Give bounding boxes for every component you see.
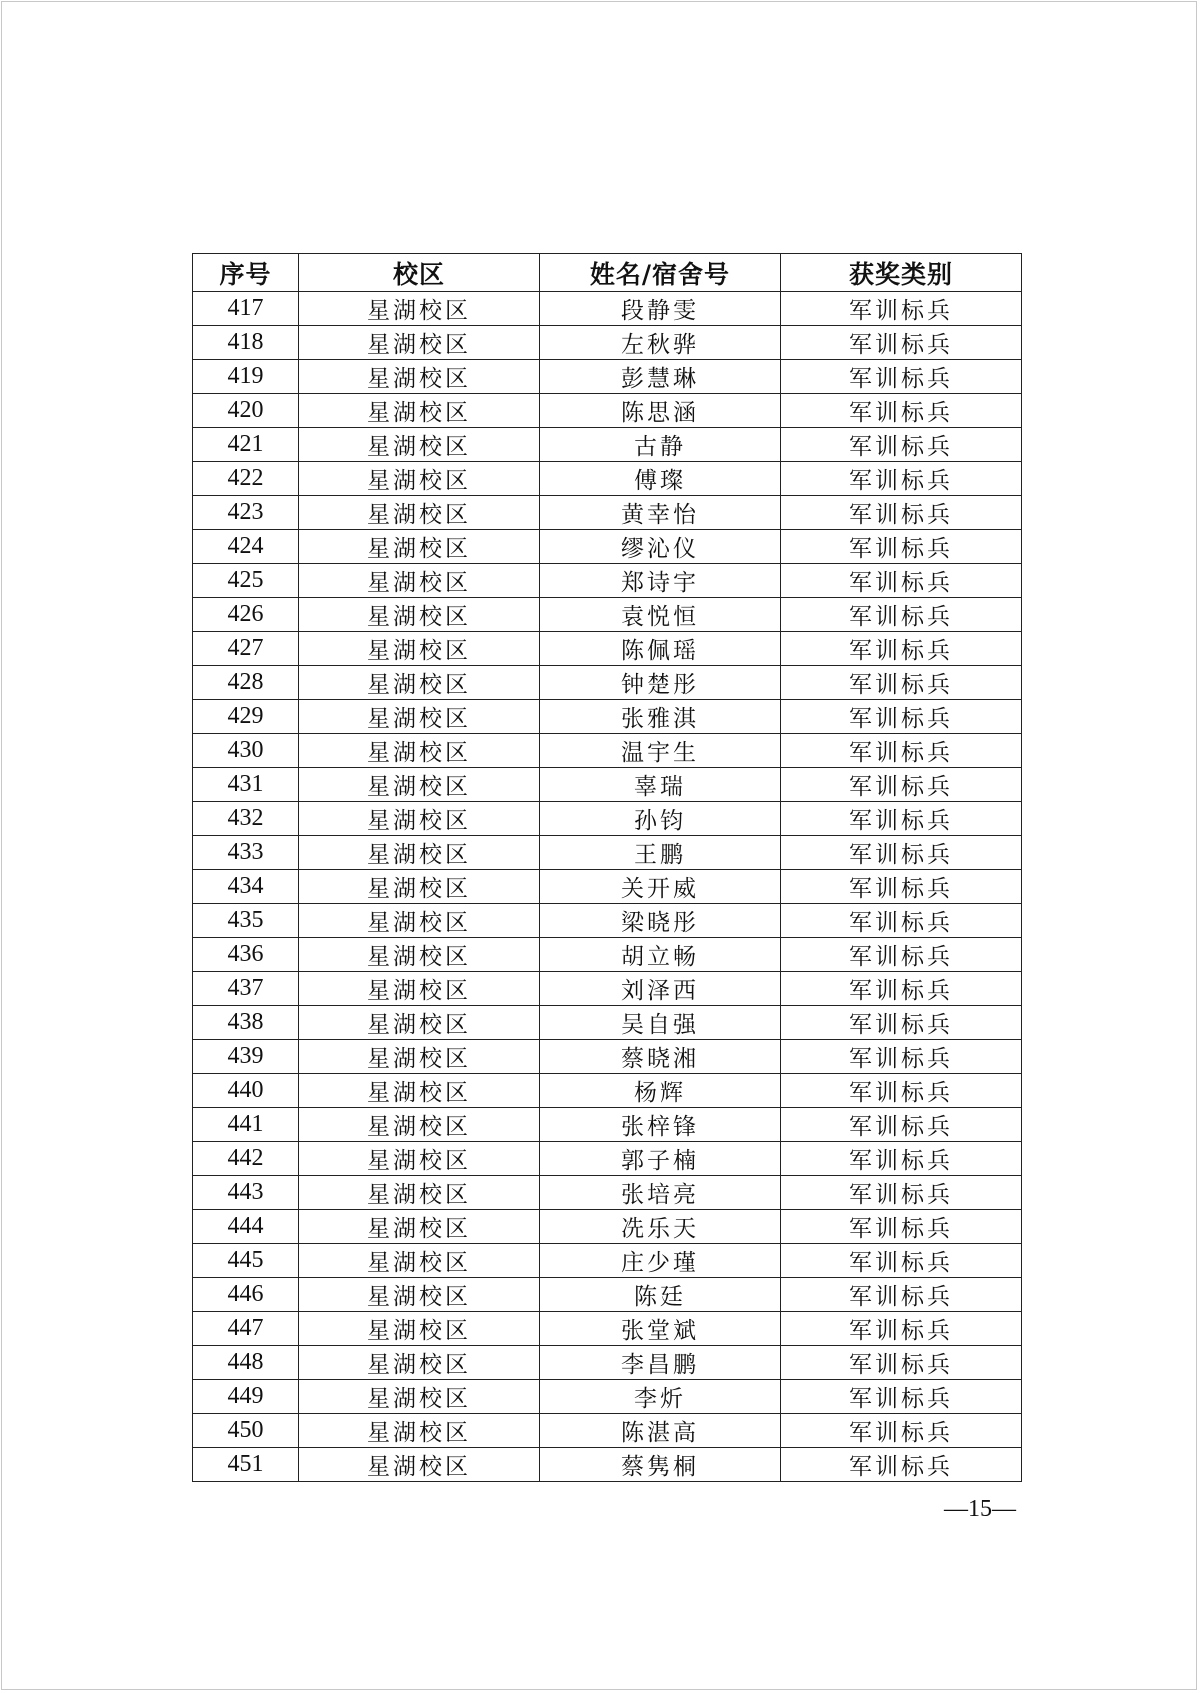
cell-serial-number: 420	[193, 394, 299, 428]
cell-award-category: 军训标兵	[781, 1176, 1022, 1210]
table-row	[193, 1414, 1022, 1448]
table-row	[193, 1312, 1022, 1346]
cell-name: 郭子楠	[540, 1142, 781, 1176]
cell-name: 黄幸怡	[540, 496, 781, 530]
cell-serial-number: 431	[193, 768, 299, 802]
cell-award-category: 军训标兵	[781, 1448, 1022, 1482]
table-row	[193, 632, 1022, 666]
table-row	[193, 1108, 1022, 1142]
cell-campus: 星湖校区	[299, 1210, 540, 1244]
cell-serial-number: 446	[193, 1278, 299, 1312]
cell-campus: 星湖校区	[299, 1380, 540, 1414]
cell-serial-number: 418	[193, 326, 299, 360]
cell-award-category: 军训标兵	[781, 734, 1022, 768]
cell-award-category: 军训标兵	[781, 564, 1022, 598]
cell-campus: 星湖校区	[299, 870, 540, 904]
cell-serial-number: 441	[193, 1108, 299, 1142]
cell-award-category: 军训标兵	[781, 394, 1022, 428]
cell-award-category: 军训标兵	[781, 1380, 1022, 1414]
cell-campus: 星湖校区	[299, 360, 540, 394]
cell-campus: 星湖校区	[299, 1040, 540, 1074]
table-row	[193, 666, 1022, 700]
table-row	[193, 564, 1022, 598]
cell-award-category: 军训标兵	[781, 1312, 1022, 1346]
cell-campus: 星湖校区	[299, 734, 540, 768]
cell-serial-number: 443	[193, 1176, 299, 1210]
cell-campus: 星湖校区	[299, 530, 540, 564]
table-row	[193, 1244, 1022, 1278]
cell-serial-number: 438	[193, 1006, 299, 1040]
cell-campus: 星湖校区	[299, 972, 540, 1006]
cell-name: 古静	[540, 428, 781, 462]
cell-campus: 星湖校区	[299, 1278, 540, 1312]
cell-campus: 星湖校区	[299, 938, 540, 972]
cell-award-category: 军训标兵	[781, 938, 1022, 972]
cell-award-category: 军训标兵	[781, 326, 1022, 360]
cell-campus: 星湖校区	[299, 768, 540, 802]
page-number: —15—	[944, 1496, 1016, 1522]
cell-name: 袁悦恒	[540, 598, 781, 632]
table-row	[193, 1176, 1022, 1210]
cell-award-category: 军训标兵	[781, 1074, 1022, 1108]
table-header	[193, 254, 1022, 292]
table-body	[193, 292, 1022, 1482]
table-row	[193, 1278, 1022, 1312]
cell-serial-number: 428	[193, 666, 299, 700]
cell-serial-number: 421	[193, 428, 299, 462]
cell-campus: 星湖校区	[299, 1448, 540, 1482]
table-row	[193, 734, 1022, 768]
cell-name: 关开威	[540, 870, 781, 904]
cell-serial-number: 426	[193, 598, 299, 632]
cell-name: 左秋骅	[540, 326, 781, 360]
cell-campus: 星湖校区	[299, 904, 540, 938]
table-row	[193, 870, 1022, 904]
table-row	[193, 1448, 1022, 1482]
cell-serial-number: 442	[193, 1142, 299, 1176]
table-row	[193, 1210, 1022, 1244]
cell-campus: 星湖校区	[299, 1006, 540, 1040]
cell-name: 吴自强	[540, 1006, 781, 1040]
table-row	[193, 326, 1022, 360]
cell-award-category: 军训标兵	[781, 1210, 1022, 1244]
cell-serial-number: 447	[193, 1312, 299, 1346]
cell-name: 胡立畅	[540, 938, 781, 972]
cell-award-category: 军训标兵	[781, 1108, 1022, 1142]
cell-serial-number: 430	[193, 734, 299, 768]
cell-serial-number: 445	[193, 1244, 299, 1278]
cell-campus: 星湖校区	[299, 462, 540, 496]
cell-campus: 星湖校区	[299, 564, 540, 598]
cell-campus: 星湖校区	[299, 802, 540, 836]
cell-campus: 星湖校区	[299, 292, 540, 326]
cell-serial-number: 448	[193, 1346, 299, 1380]
cell-name: 张梓锋	[540, 1108, 781, 1142]
cell-name: 李炘	[540, 1380, 781, 1414]
header-row	[193, 254, 1022, 292]
cell-campus: 星湖校区	[299, 326, 540, 360]
cell-campus: 星湖校区	[299, 598, 540, 632]
cell-name: 彭慧琳	[540, 360, 781, 394]
table-row	[193, 598, 1022, 632]
cell-serial-number: 435	[193, 904, 299, 938]
cell-award-category: 军训标兵	[781, 292, 1022, 326]
cell-campus: 星湖校区	[299, 1074, 540, 1108]
cell-award-category: 军训标兵	[781, 870, 1022, 904]
table-row	[193, 428, 1022, 462]
table-row	[193, 1142, 1022, 1176]
cell-campus: 星湖校区	[299, 1244, 540, 1278]
cell-serial-number: 433	[193, 836, 299, 870]
cell-award-category: 军训标兵	[781, 904, 1022, 938]
cell-serial-number: 440	[193, 1074, 299, 1108]
cell-name: 辜瑞	[540, 768, 781, 802]
cell-name: 杨辉	[540, 1074, 781, 1108]
cell-award-category: 军训标兵	[781, 530, 1022, 564]
table-row	[193, 394, 1022, 428]
cell-campus: 星湖校区	[299, 1176, 540, 1210]
cell-name: 蔡晓湘	[540, 1040, 781, 1074]
cell-serial-number: 450	[193, 1414, 299, 1448]
table-row	[193, 360, 1022, 394]
cell-name: 郑诗宇	[540, 564, 781, 598]
cell-award-category: 军训标兵	[781, 1244, 1022, 1278]
header-award-category: 获奖类别	[781, 254, 1022, 292]
cell-serial-number: 422	[193, 462, 299, 496]
table-row	[193, 1074, 1022, 1108]
cell-name: 陈思涵	[540, 394, 781, 428]
cell-campus: 星湖校区	[299, 1312, 540, 1346]
header-name-dorm: 姓名/宿舍号	[540, 254, 781, 292]
cell-serial-number: 423	[193, 496, 299, 530]
table-row	[193, 1006, 1022, 1040]
cell-serial-number: 436	[193, 938, 299, 972]
cell-name: 缪沁仪	[540, 530, 781, 564]
cell-name: 傅璨	[540, 462, 781, 496]
cell-name: 段静雯	[540, 292, 781, 326]
cell-award-category: 军训标兵	[781, 1278, 1022, 1312]
cell-award-category: 军训标兵	[781, 1040, 1022, 1074]
table-row	[193, 700, 1022, 734]
cell-serial-number: 444	[193, 1210, 299, 1244]
cell-campus: 星湖校区	[299, 1414, 540, 1448]
table-row	[193, 1346, 1022, 1380]
cell-campus: 星湖校区	[299, 496, 540, 530]
cell-serial-number: 437	[193, 972, 299, 1006]
cell-award-category: 军训标兵	[781, 428, 1022, 462]
cell-serial-number: 449	[193, 1380, 299, 1414]
cell-campus: 星湖校区	[299, 632, 540, 666]
cell-name: 李昌鹏	[540, 1346, 781, 1380]
cell-name: 张堂斌	[540, 1312, 781, 1346]
cell-serial-number: 429	[193, 700, 299, 734]
cell-name: 温宇生	[540, 734, 781, 768]
header-serial-number: 序号	[193, 254, 299, 292]
cell-name: 张雅淇	[540, 700, 781, 734]
cell-name: 陈湛高	[540, 1414, 781, 1448]
cell-name: 张培亮	[540, 1176, 781, 1210]
table-row	[193, 768, 1022, 802]
cell-award-category: 军训标兵	[781, 598, 1022, 632]
table-row	[193, 1040, 1022, 1074]
table-row	[193, 938, 1022, 972]
cell-name: 蔡隽桐	[540, 1448, 781, 1482]
cell-award-category: 军训标兵	[781, 1142, 1022, 1176]
cell-award-category: 军训标兵	[781, 462, 1022, 496]
cell-award-category: 军训标兵	[781, 700, 1022, 734]
cell-award-category: 军训标兵	[781, 1346, 1022, 1380]
table-row	[193, 1380, 1022, 1414]
cell-campus: 星湖校区	[299, 666, 540, 700]
cell-campus: 星湖校区	[299, 1108, 540, 1142]
cell-award-category: 军训标兵	[781, 360, 1022, 394]
table-row	[193, 972, 1022, 1006]
cell-name: 冼乐天	[540, 1210, 781, 1244]
table-row	[193, 530, 1022, 564]
table-row	[193, 904, 1022, 938]
cell-award-category: 军训标兵	[781, 1006, 1022, 1040]
cell-campus: 星湖校区	[299, 1346, 540, 1380]
cell-name: 王鹏	[540, 836, 781, 870]
table-row	[193, 462, 1022, 496]
cell-serial-number: 432	[193, 802, 299, 836]
cell-name: 梁晓彤	[540, 904, 781, 938]
award-roster-table	[192, 253, 1022, 1482]
cell-name: 钟楚彤	[540, 666, 781, 700]
cell-award-category: 军训标兵	[781, 768, 1022, 802]
cell-serial-number: 425	[193, 564, 299, 598]
header-campus: 校区	[299, 254, 540, 292]
cell-award-category: 军训标兵	[781, 802, 1022, 836]
cell-campus: 星湖校区	[299, 700, 540, 734]
cell-award-category: 军训标兵	[781, 632, 1022, 666]
cell-serial-number: 417	[193, 292, 299, 326]
cell-name: 刘泽西	[540, 972, 781, 1006]
cell-name: 陈廷	[540, 1278, 781, 1312]
cell-award-category: 军训标兵	[781, 666, 1022, 700]
cell-name: 庄少瑾	[540, 1244, 781, 1278]
table-row	[193, 802, 1022, 836]
cell-campus: 星湖校区	[299, 394, 540, 428]
cell-campus: 星湖校区	[299, 1142, 540, 1176]
cell-serial-number: 419	[193, 360, 299, 394]
cell-award-category: 军训标兵	[781, 1414, 1022, 1448]
table-row	[193, 496, 1022, 530]
table-row	[193, 292, 1022, 326]
cell-serial-number: 434	[193, 870, 299, 904]
cell-serial-number: 424	[193, 530, 299, 564]
cell-award-category: 军训标兵	[781, 496, 1022, 530]
cell-award-category: 军训标兵	[781, 972, 1022, 1006]
cell-campus: 星湖校区	[299, 428, 540, 462]
cell-campus: 星湖校区	[299, 836, 540, 870]
cell-serial-number: 439	[193, 1040, 299, 1074]
cell-name: 陈佩瑶	[540, 632, 781, 666]
cell-serial-number: 427	[193, 632, 299, 666]
table-row	[193, 836, 1022, 870]
cell-serial-number: 451	[193, 1448, 299, 1482]
cell-name: 孙钧	[540, 802, 781, 836]
cell-award-category: 军训标兵	[781, 836, 1022, 870]
